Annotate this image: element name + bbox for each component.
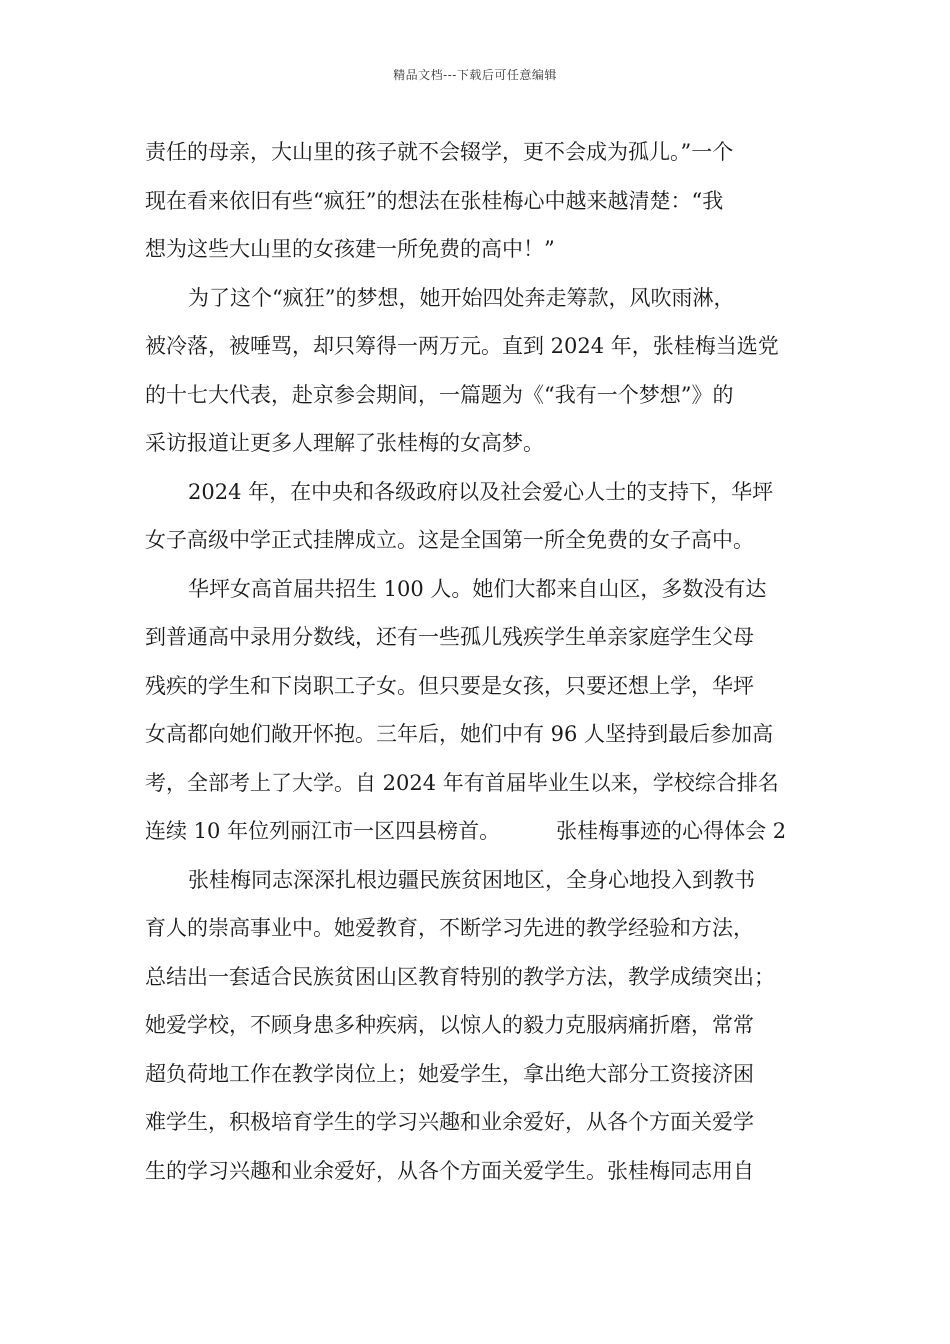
text-line: 总结出一套适合民族贫困山区教育特别的教学方法，教学成绩突出； — [145, 964, 775, 989]
text-line: 连续 10 年位列丽江市一区四县榜首。 — [145, 819, 501, 843]
paragraph-start-line: 2024 年，在中央和各级政府以及社会爱心人士的支持下，华坪 — [188, 479, 774, 504]
text-line: 育人的崇高事业中。她爱教育，不断学习先进的教学经验和方法， — [145, 916, 754, 940]
text-line: 生的学习兴趣和业余爱好，从各个方面关爱学生。张桂梅同志用自 — [145, 1158, 754, 1183]
paragraph-start-line: 华坪女高首届共招生 100 人。她们大都来自山区，多数没有达 — [188, 576, 767, 601]
paragraph-start-line: 为了这个“疯狂”的梦想，她开始四处奔走筹款，风吹雨淋， — [188, 285, 735, 310]
text-line: 被冷落，被唾骂，却只筹得一两万元。直到 2024 年，张桂梅当选党 — [145, 334, 779, 358]
page-header: 精品文档---下载后可任意编辑 — [393, 68, 557, 82]
document-body — [145, 128, 807, 1195]
text-line: 难学生，积极培育学生的学习兴趣和业余爱好，从各个方面关爱学 — [145, 1110, 754, 1134]
text-line: 超负荷地工作在教学岗位上；她爱学生，拿出绝大部分工资接济困 — [145, 1061, 754, 1086]
text-line: 到普通高中录用分数线，还有一些孤儿残疾学生单亲家庭学生父母 — [145, 625, 754, 649]
text-line: 女子高级中学正式挂牌成立。这是全国第一所全免费的女子高中。 — [145, 528, 754, 552]
text-line: 想为这些大山里的女孩建一所免费的高中！” — [145, 237, 555, 261]
text-line: 她爱学校，不顾身患多种疾病，以惊人的毅力克服病痛折磨，常常 — [145, 1013, 754, 1037]
text-line: 女高都向她们敞开怀抱。三年后，她们中有 96 人坚持到最后参加高 — [145, 722, 774, 746]
text-line: 残疾的学生和下岗职工子女。但只要是女孩，只要还想上学，华坪 — [145, 673, 754, 698]
text-line-with-heading — [145, 807, 807, 856]
paragraph-start-line: 张桂梅同志深深扎根边疆民族贫困地区，全身心地投入到教书 — [188, 867, 755, 892]
section-heading: 张桂梅事迹的心得体会 2 — [556, 819, 787, 843]
text-line: 采访报道让更多人理解了张桂梅的女高梦。 — [145, 431, 544, 455]
text-line: 现在看来依旧有些“疯狂”的想法在张桂梅心中越来越清楚：“我 — [145, 188, 724, 213]
text-line: 责任的母亲，大山里的孩子就不会辍学，更不会成为孤儿。”一个 — [145, 140, 734, 164]
text-line: 的十七大代表，赴京参会期间，一篇题为《“我有一个梦想”》的 — [145, 382, 734, 407]
text-line: 考，全部考上了大学。自 2024 年有首届毕业生以来，学校综合排名 — [145, 770, 779, 795]
